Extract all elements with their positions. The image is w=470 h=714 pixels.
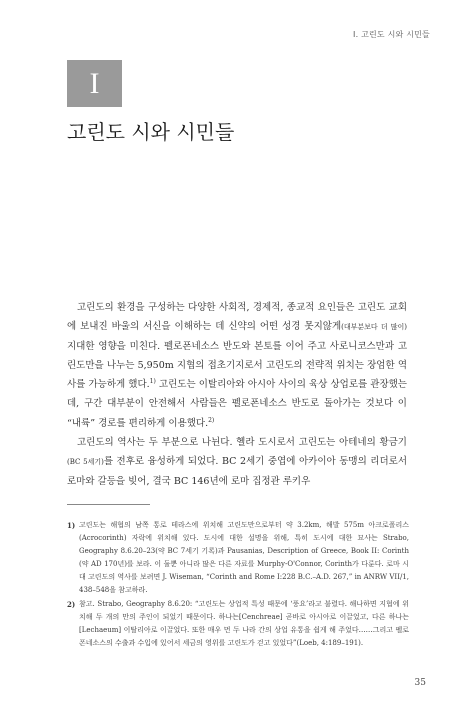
paragraph-2-aside: (BC 5세기) bbox=[67, 457, 104, 466]
page-number: 35 bbox=[414, 678, 426, 688]
footnotes bbox=[67, 519, 409, 650]
footnote-2-text: 참고. Strabo, Geography 8.6.20: “고린도는 상업적 특성 때문에 ‘풍요’라고 불렸다. 해나하면 지협에 위치해 두 개의 만의 주인이 되었기 때문이다. 하나는[Cenchreae] 곧바로 아시아로 이끌었고, 다른 하나는[Lechaeum] 이탈리아로 이끌었다. 또한 매우 먼 두 나라 간의 상업 유통을 쉽게 해 주었다……그리고 펠로폰네소스의 수출과 수입에 있어서 세금의 영위를 고린도가 걷고 있었다”(Loeb, 4:189–191). bbox=[79, 599, 409, 647]
paragraph-2-text-b: 를 전후로 융성하게 되었다. BC 2세기 중엽에 아카이아 동맹의 리더로서 로마와 갈등을 빚어, 결국 BC 146년에 로마 집정관 루키우 bbox=[67, 455, 408, 487]
footnote-2-number: 2) bbox=[67, 599, 76, 609]
body-text bbox=[67, 298, 407, 491]
footnote-1-number: 1) bbox=[67, 521, 76, 530]
footnote-divider bbox=[67, 504, 150, 505]
footnote-ref-1[interactable]: 1) bbox=[149, 378, 156, 386]
footnote-1 bbox=[67, 519, 409, 598]
paragraph-1 bbox=[67, 298, 407, 433]
chapter-title: 고린도 시와 시민들 bbox=[67, 120, 235, 144]
paragraph-2-text-a: 고린도의 역사는 두 부분으로 나뉜다. 헬라 도시로서 고린도는 아테네의 황금기 bbox=[77, 436, 407, 448]
chapter-numeral: I bbox=[89, 66, 100, 100]
paragraph-1-text-c: 고린도는 이탈리아와 아시아 사이의 육상 상업로를 관장했는데, 구간 대부분이 안전해서 사람들은 펠로폰네소스 반도로 돌아가는 것보다 이 “내륙” 경로를 편리하게 이용했다. bbox=[67, 379, 407, 429]
footnote-2 bbox=[67, 598, 409, 650]
footnote-1-text: 고린도는 해협의 남쪽 통로 테라스에 위치해 고린도만으로부터 약 3.2km, 해발 575m 아크로폴리스(Acrocorinth) 자락에 위치해 있다. 도시에 대한 설명을 위해, 특히 도시에 대한 묘사는 Strabo, Geography 8.6.20–23(약 BC 7세기 기록)과 Pausanias, Description of Greece, Book II: Corinth (약 AD 170년)를 보라. 이 둘뿐 아니라 많은 다른 자료를 Murphy-O'Connor, Corinth가 다룬다. 로마 시대 고린도의 역사를 보려면 J. Wiseman, “Corinth and Rome I:228 B.C.–A.D. 267,” in ANRW VII/1, 438–548을 참고하라. bbox=[79, 521, 409, 595]
footnote-ref-2[interactable]: 2) bbox=[208, 416, 215, 424]
paragraph-2 bbox=[67, 433, 407, 491]
running-head: I. 고린도 시와 시민들 bbox=[353, 30, 430, 39]
paragraph-1-text-a: 고린도의 환경을 구성하는 다양한 사회적, 경제적, 종교적 요인들은 고린도 교회에 보내진 바울의 서신을 이해하는 데 신약의 어떤 성경 못지않게 bbox=[67, 302, 407, 333]
chapter-number-box bbox=[67, 60, 122, 107]
paragraph-1-text-b: 지대한 영향을 미친다. 펠로폰네소스 반도와 본토를 이어 주고 사로니코스만과 고린도만을 나누는 5,950m 지협의 접초기지로서 고린도의 전략적 위치는 장엄한 역사를 가능하게 했다. bbox=[67, 341, 407, 391]
paragraph-1-aside: (대부분보다 더 많이) bbox=[341, 323, 408, 332]
